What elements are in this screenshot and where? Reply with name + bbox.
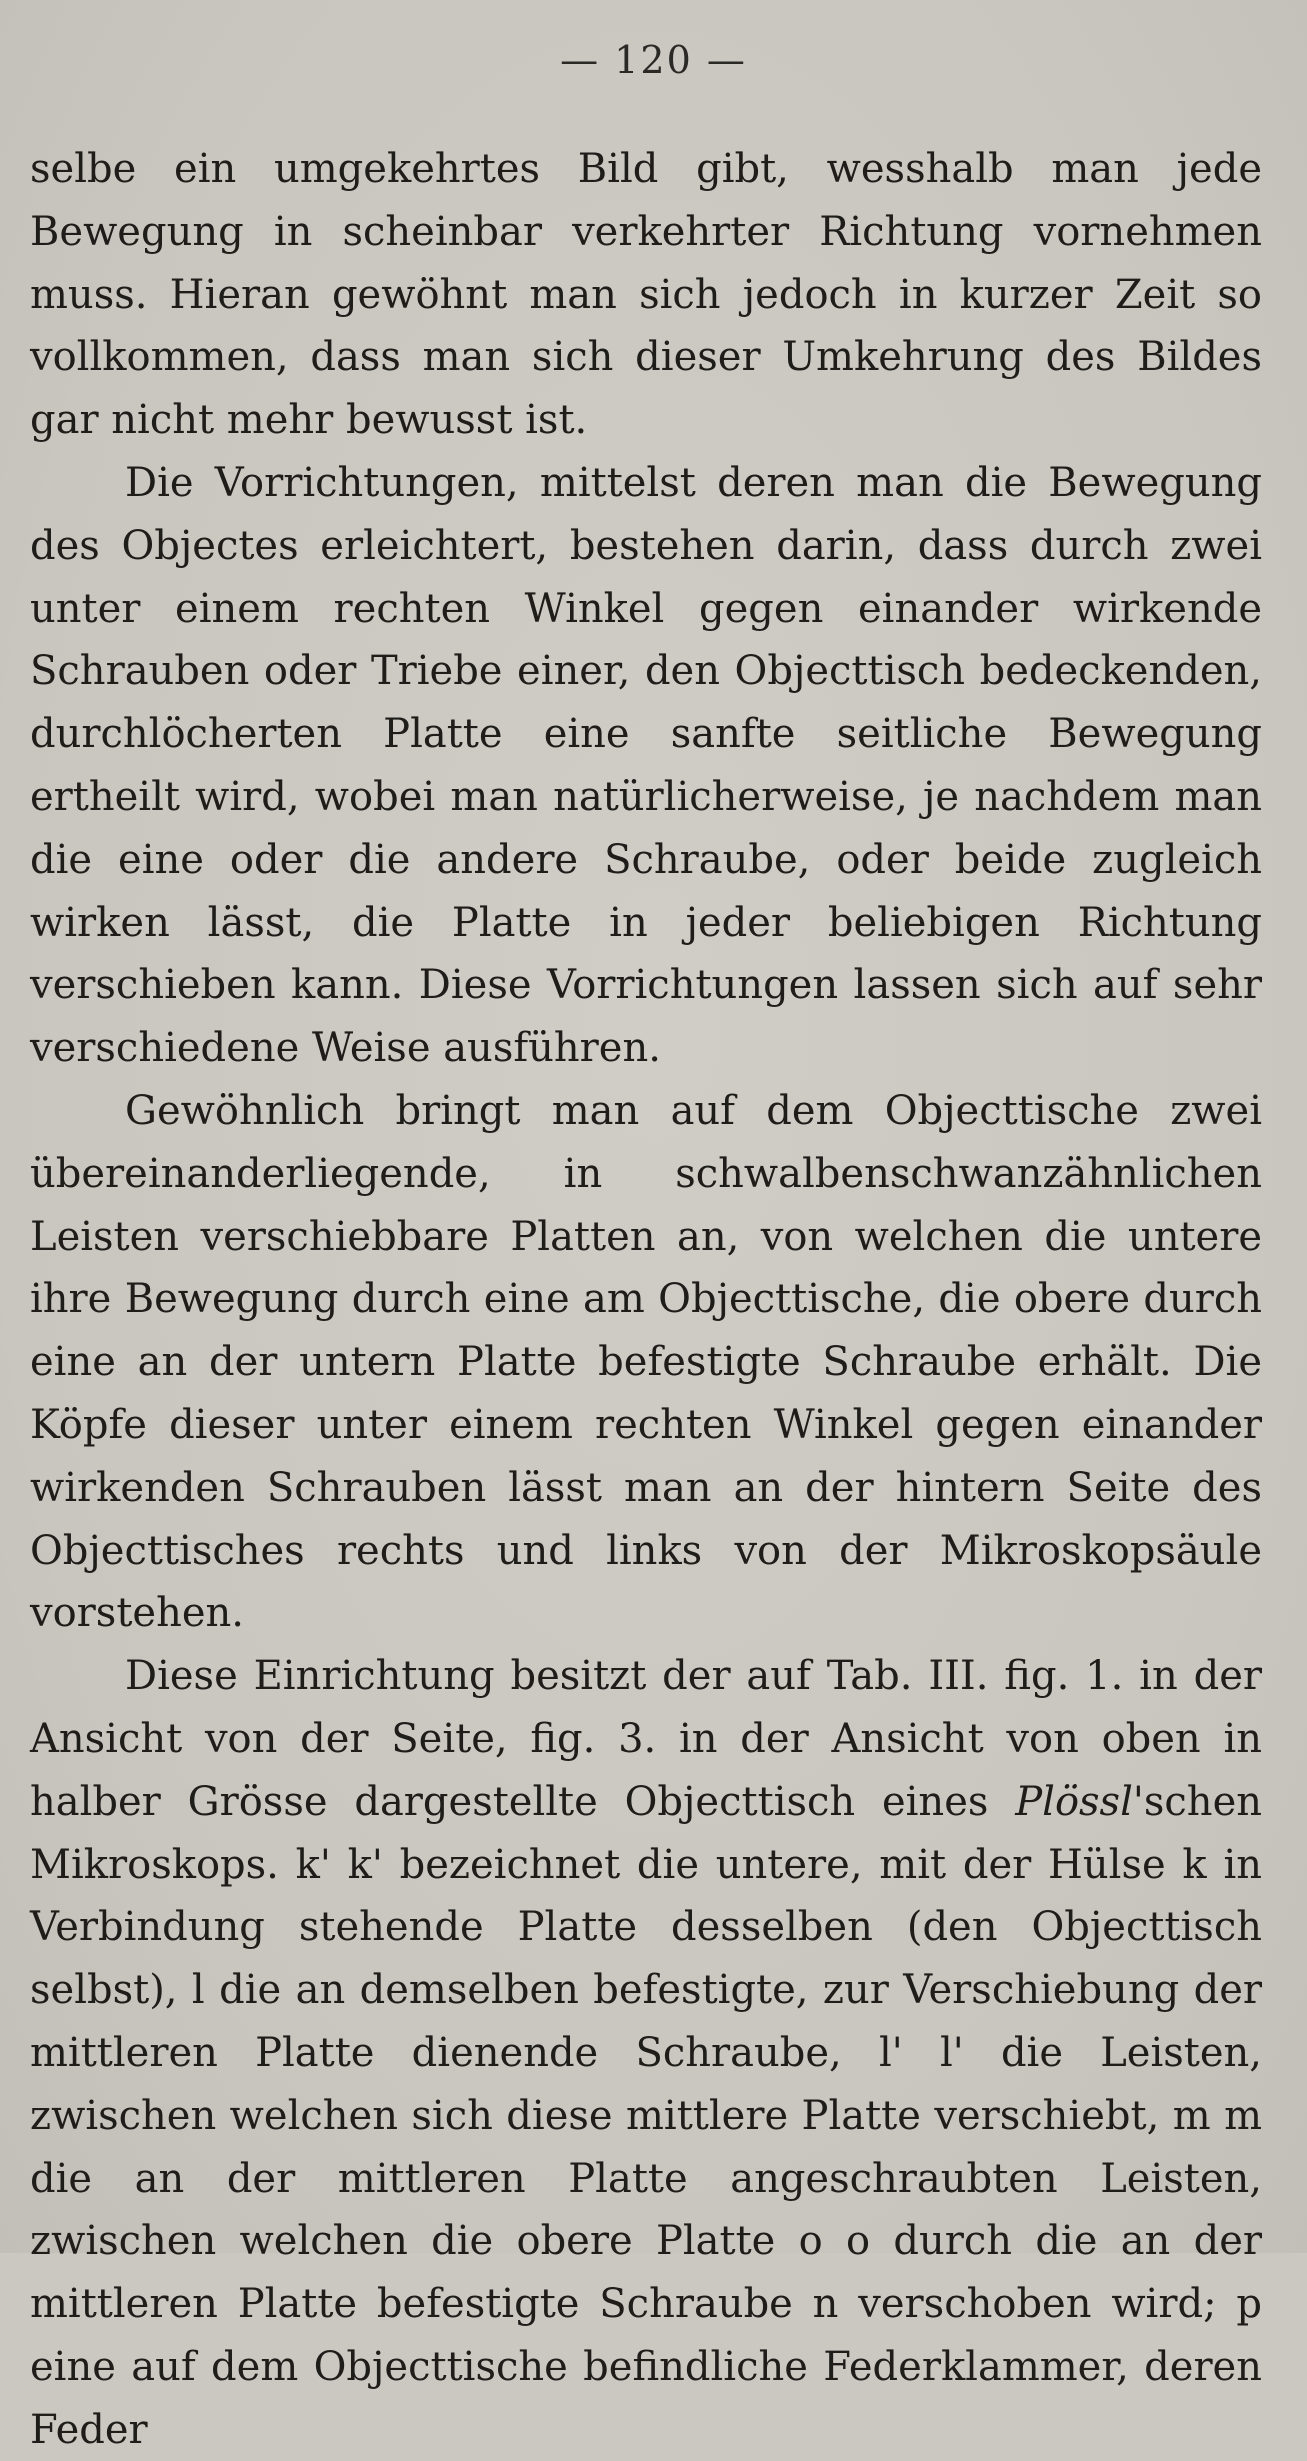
body-text — [30, 138, 1262, 2461]
paragraph-3: Gewöhnlich bringt man auf dem Objecttische zwei übereinanderliegende, in schwalbenschwanzähnlichen Leisten verschiebbare Platten an, von welchen die untere ihre Bewegung durch eine am Objecttische, die obere durch eine an der untern Platte befestigte Schraube erhält. Die Köpfe dieser unter einem rechten Winkel gegen einander wirkenden Schrauben lässt man an der hintern Seite des Objecttisches rechts und links von der Mikroskopsäule vorstehen. — [30, 1087, 1262, 1637]
paragraph-4 — [30, 1645, 1262, 2461]
paragraph-4-italic-name: Plössl — [1015, 1778, 1133, 1825]
paragraph-1: selbe ein umgekehrtes Bild gibt, wesshalb man jede Bewegung in scheinbar verkehrter Richtung vornehmen muss. Hieran gewöhnt man sich jedoch in kurzer Zeit so vollkommen, dass man sich dieser Umkehrung des Bildes gar nicht mehr bewusst ist. — [30, 146, 1262, 444]
page-number: — 120 — — [560, 38, 747, 82]
paragraph-4-text-after: 'schen Mikroskops. k' k' bezeichnet die untere, mit der Hülse k in Verbindung stehende Platte desselben (den Objecttisch selbst), l die an demselben befestigte, zur Verschiebung der mittleren Platte dienende Schraube, l' l' die Leisten, zwischen welchen sich diese mittlere Platte verschiebt, m m die an der mittleren Platte angeschraubten Leisten, zwischen welchen die obere Platte o o durch die an der mittleren Platte befestigte Schraube n verschoben wird; p eine auf dem Objecttische befindliche Federklammer, deren Feder — [30, 1778, 1262, 2453]
paragraph-2: Die Vorrichtungen, mittelst deren man die Bewegung des Objectes erleichtert, bestehen darin, dass durch zwei unter einem rechten Winkel gegen einander wirkende Schrauben oder Triebe einer, den Objecttisch bedeckenden, durchlöcherten Platte eine sanfte seitliche Bewegung ertheilt wird, wobei man natürlicherweise, je nachdem man die eine oder die andere Schraube, oder beide zugleich wirken lässt, die Platte in jeder beliebigen Richtung verschieben kann. Diese Vorrichtungen lassen sich auf sehr verschiedene Weise ausführen. — [30, 459, 1262, 1072]
paragraph-4-text-before: Diese Einrichtung besitzt der auf Tab. III. fig. 1. in der Ansicht von der Seite, fig. 3. in der Ansicht von oben in halber Grösse dargestellte Objecttisch eines — [30, 1653, 1262, 1825]
